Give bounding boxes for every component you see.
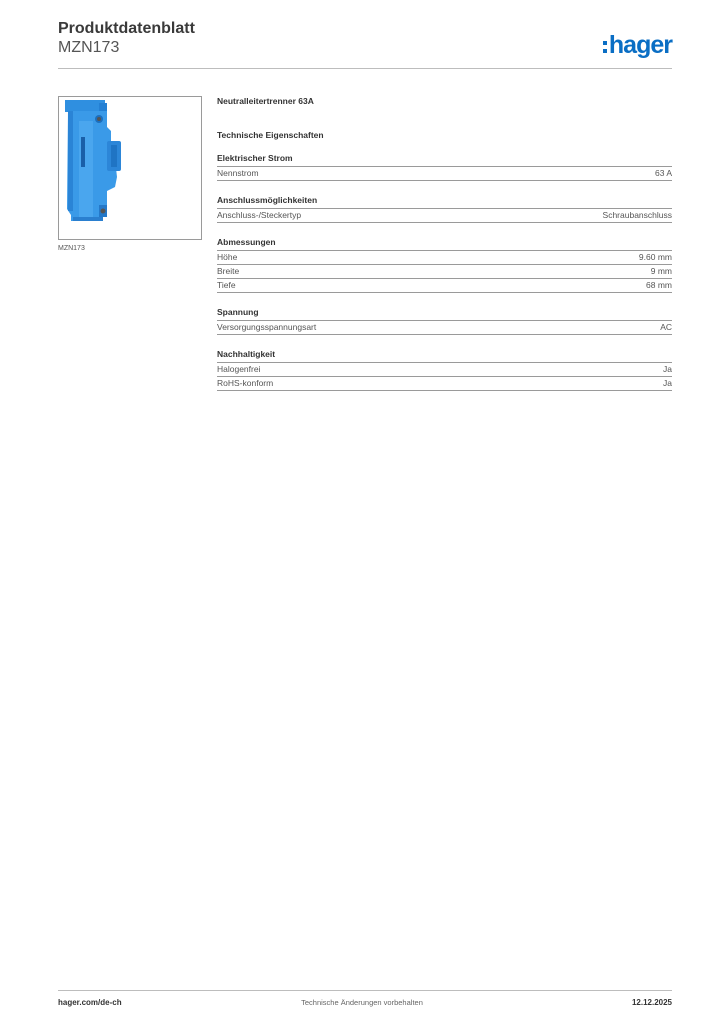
product-image <box>59 97 201 239</box>
spec-row-halogen-free <box>217 363 672 377</box>
footer-date: 12.12.2025 <box>631 998 672 1007</box>
spec-row-connector-type <box>217 209 672 223</box>
spec-value: Schraubanschluss <box>602 210 672 220</box>
spec-label: Höhe <box>217 252 238 262</box>
spec-row-nennstrom <box>217 167 672 181</box>
footer-divider <box>58 990 672 991</box>
product-image-frame <box>58 96 202 240</box>
group-title-dimensions: Abmessungen <box>217 237 672 251</box>
footer-website-link[interactable]: hager.com/de-ch <box>58 998 122 1007</box>
spec-label: Halogenfrei <box>217 364 261 374</box>
spec-label: Versorgungsspannungsart <box>217 322 317 332</box>
spec-label: Anschluss-/Steckertyp <box>217 210 302 220</box>
spec-row-depth <box>217 279 672 293</box>
spec-value: 9.60 mm <box>638 252 672 262</box>
spec-content <box>217 96 672 391</box>
spec-value: 63 A <box>654 168 672 178</box>
product-image-caption: MZN173 <box>58 245 85 252</box>
group-title-sustainability: Nachhaltigkeit <box>217 349 672 363</box>
group-title-connection: Anschlussmöglichkeiten <box>217 195 672 209</box>
spec-label: Breite <box>217 266 240 276</box>
spec-row-rohs <box>217 377 672 391</box>
spec-value: 68 mm <box>646 280 672 290</box>
spec-label: Tiefe <box>217 280 236 290</box>
spec-label: Nennstrom <box>217 168 259 178</box>
header-divider <box>58 68 672 69</box>
spec-row-height <box>217 251 672 265</box>
document-title: Produktdatenblatt <box>58 20 195 37</box>
spec-value: Ja <box>663 364 672 374</box>
spec-label: RoHS-konform <box>217 378 274 388</box>
group-title-electrical: Elektrischer Strom <box>217 153 672 167</box>
spec-row-width <box>217 265 672 279</box>
section-title: Technische Eigenschaften <box>217 130 324 140</box>
logo-colon-icon <box>603 41 607 53</box>
spec-value: AC <box>660 322 672 332</box>
logo-text: hager <box>608 31 672 59</box>
spec-value: 9 mm <box>650 266 672 276</box>
footer-disclaimer: Technische Änderungen vorbehalten <box>301 998 423 1007</box>
spec-row-supply-voltage <box>217 321 672 335</box>
group-title-voltage: Spannung <box>217 307 672 321</box>
product-name: Neutralleitertrenner 63A <box>217 96 314 106</box>
page-header <box>58 20 672 70</box>
hager-logo <box>603 28 672 58</box>
document-subtitle: MZN173 <box>58 39 120 56</box>
spec-value: Ja <box>663 378 672 388</box>
